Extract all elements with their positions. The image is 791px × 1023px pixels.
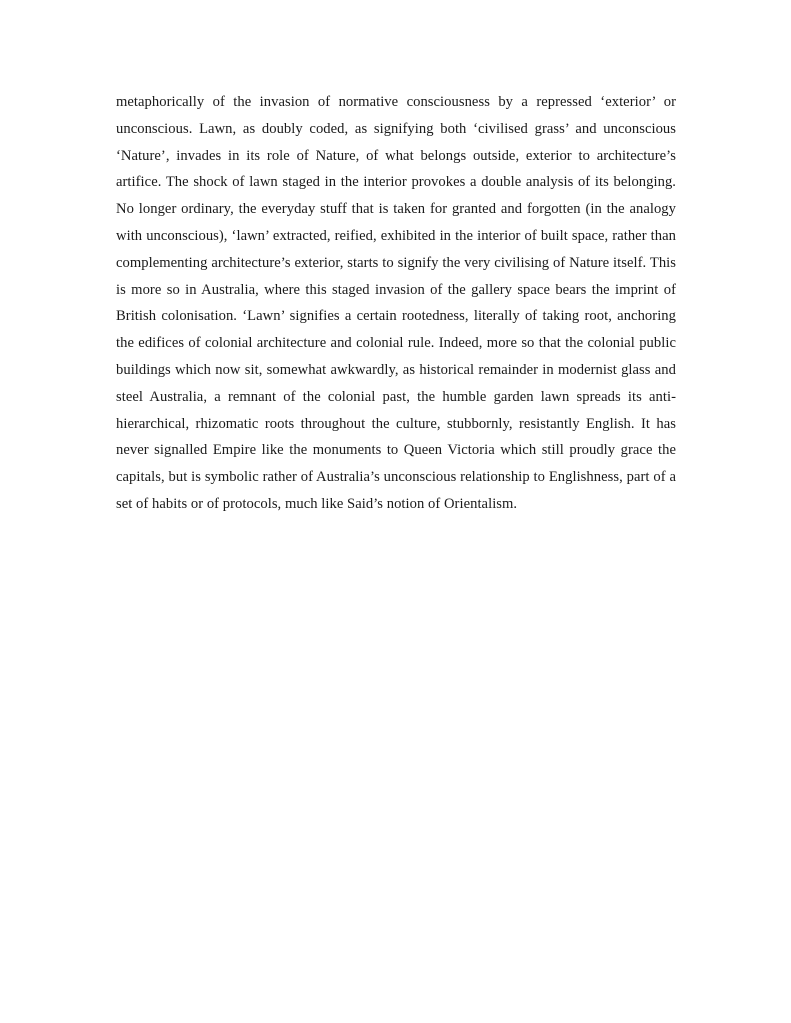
body-paragraph: metaphorically of the invasion of normative consciousness by a repressed ‘exterior’ or unconscious. Lawn, as doubly coded, as signifying both ‘civilised grass’ and unconscious ‘Nature’, invades in its role of Nature, of what belongs outside, exterior to architecture’s artifice. The shock of lawn staged in the interior provokes a double analysis of its belonging. No longer ordinary, the everyday stuff that is taken for granted and forgotten (in the analogy with unconscious), ‘lawn’ extracted, reified, exhibited in the interior of built space, rather than complementing architecture’s exterior, starts to signify the very civilising of Nature itself. This is more so in Australia, where this staged invasion of the gallery space bears the imprint of British colonisation. ‘Lawn’ signifies a certain rootedness, literally of taking root, anchoring the edifices of colonial architecture and colonial rule. Indeed, more so that the colonial public buildings which now sit, somewhat awkwardly, as historical remainder in modernist glass and steel Australia, a remnant of the colonial past, the humble garden lawn spreads its anti-hierarchical, rhizomatic roots throughout the culture, stubbornly, resistantly English. It has never signalled Empire like the monuments to Queen Victoria which still proudly grace the capitals, but is symbolic rather of Australia’s unconscious relationship to Englishness, part of a set of habits or of protocols, much like Said’s notion of Orientalism.	[116, 94, 676, 512]
